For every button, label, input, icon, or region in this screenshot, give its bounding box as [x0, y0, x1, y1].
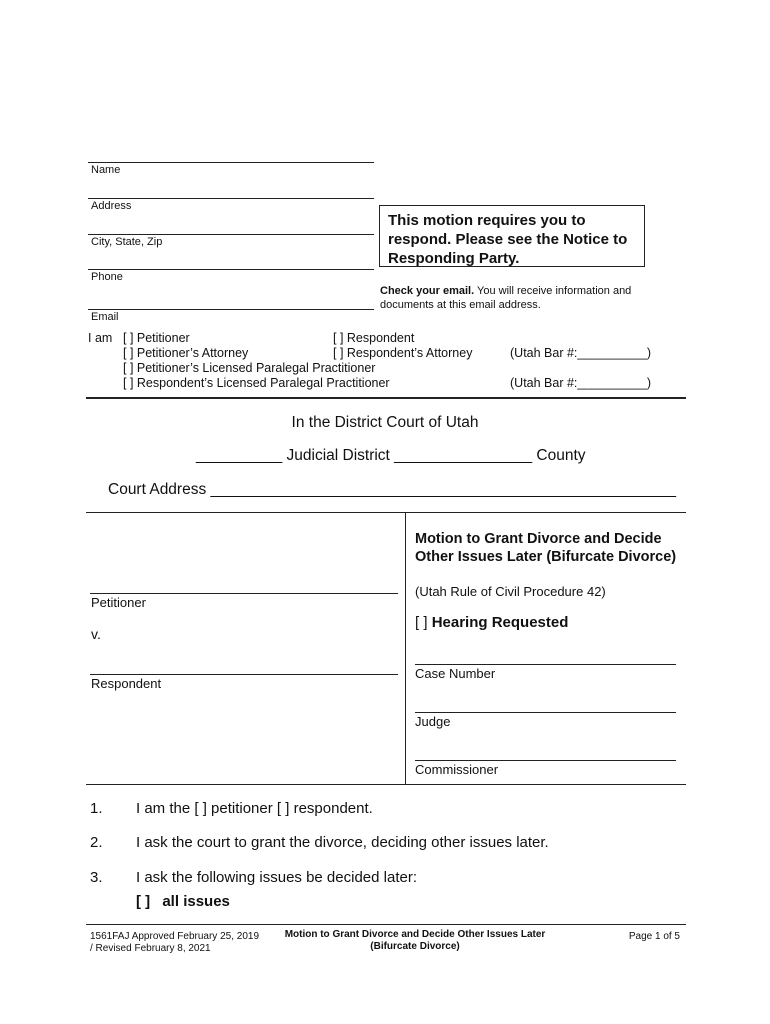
hearing-checkbox[interactable]: [ ]	[415, 614, 428, 631]
commissioner-label: Commissioner	[415, 762, 499, 777]
item-number: 1.	[90, 800, 103, 817]
petitioner-name-line[interactable]	[90, 593, 398, 594]
address-label: Address	[91, 200, 132, 212]
item-1	[90, 800, 690, 820]
utah-bar-field-2[interactable]: (Utah Bar #:__________)	[510, 376, 652, 390]
court-address-line[interactable]: Court Address ______________________________________________________	[108, 481, 677, 498]
caption-center-divider	[405, 512, 406, 784]
respondent-label: Respondent	[91, 676, 162, 691]
item-3	[90, 869, 690, 889]
respond-notice-box	[379, 205, 645, 267]
page-number: Page 1 of 5	[628, 931, 680, 942]
footer-approved: 1561FAJ Approved February 25, 2019	[90, 931, 260, 942]
footer-title	[270, 929, 560, 953]
item-text: I ask the following issues be decided later:	[136, 869, 417, 886]
caption-top-border	[86, 512, 686, 513]
iam-petitioner-option[interactable]: [ ] Petitioner	[123, 331, 190, 345]
petitioner-label: Petitioner	[91, 595, 146, 610]
item-text: I ask the court to grant the divorce, deciding other issues later.	[136, 834, 549, 851]
judge-line[interactable]	[415, 712, 676, 713]
city-state-zip-line[interactable]	[88, 234, 374, 235]
hearing-label: Hearing Requested	[431, 614, 569, 631]
footer-revised: / Revised February 8, 2021	[90, 943, 211, 954]
versus-label: v.	[91, 626, 101, 642]
caption-bottom-border	[86, 784, 686, 785]
iam-respondent-attorney-option[interactable]: [ ] Respondent’s Attorney	[333, 346, 473, 360]
all-issues-option[interactable]	[136, 893, 230, 910]
phone-line[interactable]	[88, 269, 374, 270]
email-note-rest: You will receive information and documents at this email address.	[380, 285, 632, 311]
item-number: 2.	[90, 834, 103, 851]
utah-bar-field-1[interactable]: (Utah Bar #:__________)	[510, 346, 652, 360]
iam-respondent-option[interactable]: [ ] Respondent	[333, 331, 415, 345]
email-label: Email	[91, 311, 119, 323]
item-text[interactable]: I am the [ ] petitioner [ ] respondent.	[136, 800, 373, 817]
hearing-requested[interactable]	[415, 614, 568, 631]
footer-title-line2: (Bifurcate Divorce)	[370, 941, 460, 952]
name-label: Name	[91, 164, 121, 176]
court-title: In the District Court of Utah	[291, 414, 479, 431]
motion-title: Motion to Grant Divorce and Decide Other Issues Later (Bifurcate Divorce)	[415, 531, 677, 565]
judge-label: Judge	[415, 714, 451, 729]
item-2	[90, 834, 690, 854]
phone-label: Phone	[91, 271, 123, 283]
case-number-label: Case Number	[415, 666, 496, 681]
address-line[interactable]	[88, 198, 374, 199]
email-note-bold: Check your email.	[380, 285, 475, 297]
footer-form-id	[90, 931, 259, 955]
iam-prefix: I am	[88, 331, 113, 345]
city-state-zip-label: City, State, Zip	[91, 236, 163, 248]
item-number: 3.	[90, 869, 103, 886]
case-number-line[interactable]	[415, 664, 676, 665]
all-issues-label: all issues	[162, 893, 230, 910]
district-county-line[interactable]: __________ Judicial District ________________ County	[196, 447, 586, 464]
iam-petitioner-paralegal-option[interactable]: [ ] Petitioner’s Licensed Paralegal Practitioner	[123, 361, 376, 375]
footer-rule	[86, 924, 686, 925]
commissioner-line[interactable]	[415, 760, 676, 761]
section-divider-top	[86, 397, 686, 399]
respond-notice-text: This motion requires you to respond. Please see the Notice to Responding Party.	[388, 212, 628, 267]
email-line[interactable]	[88, 309, 374, 310]
email-note	[380, 284, 652, 312]
iam-petitioner-attorney-option[interactable]: [ ] Petitioner’s Attorney	[123, 346, 249, 360]
name-line[interactable]	[88, 162, 374, 163]
respondent-name-line[interactable]	[90, 674, 398, 675]
all-issues-checkbox[interactable]: [ ]	[136, 893, 151, 910]
footer-title-line1: Motion to Grant Divorce and Decide Other Issues Later	[284, 929, 546, 940]
iam-respondent-paralegal-option[interactable]: [ ] Respondent’s Licensed Paralegal Practitioner	[123, 376, 390, 390]
rule-citation: (Utah Rule of Civil Procedure 42)	[415, 584, 606, 599]
